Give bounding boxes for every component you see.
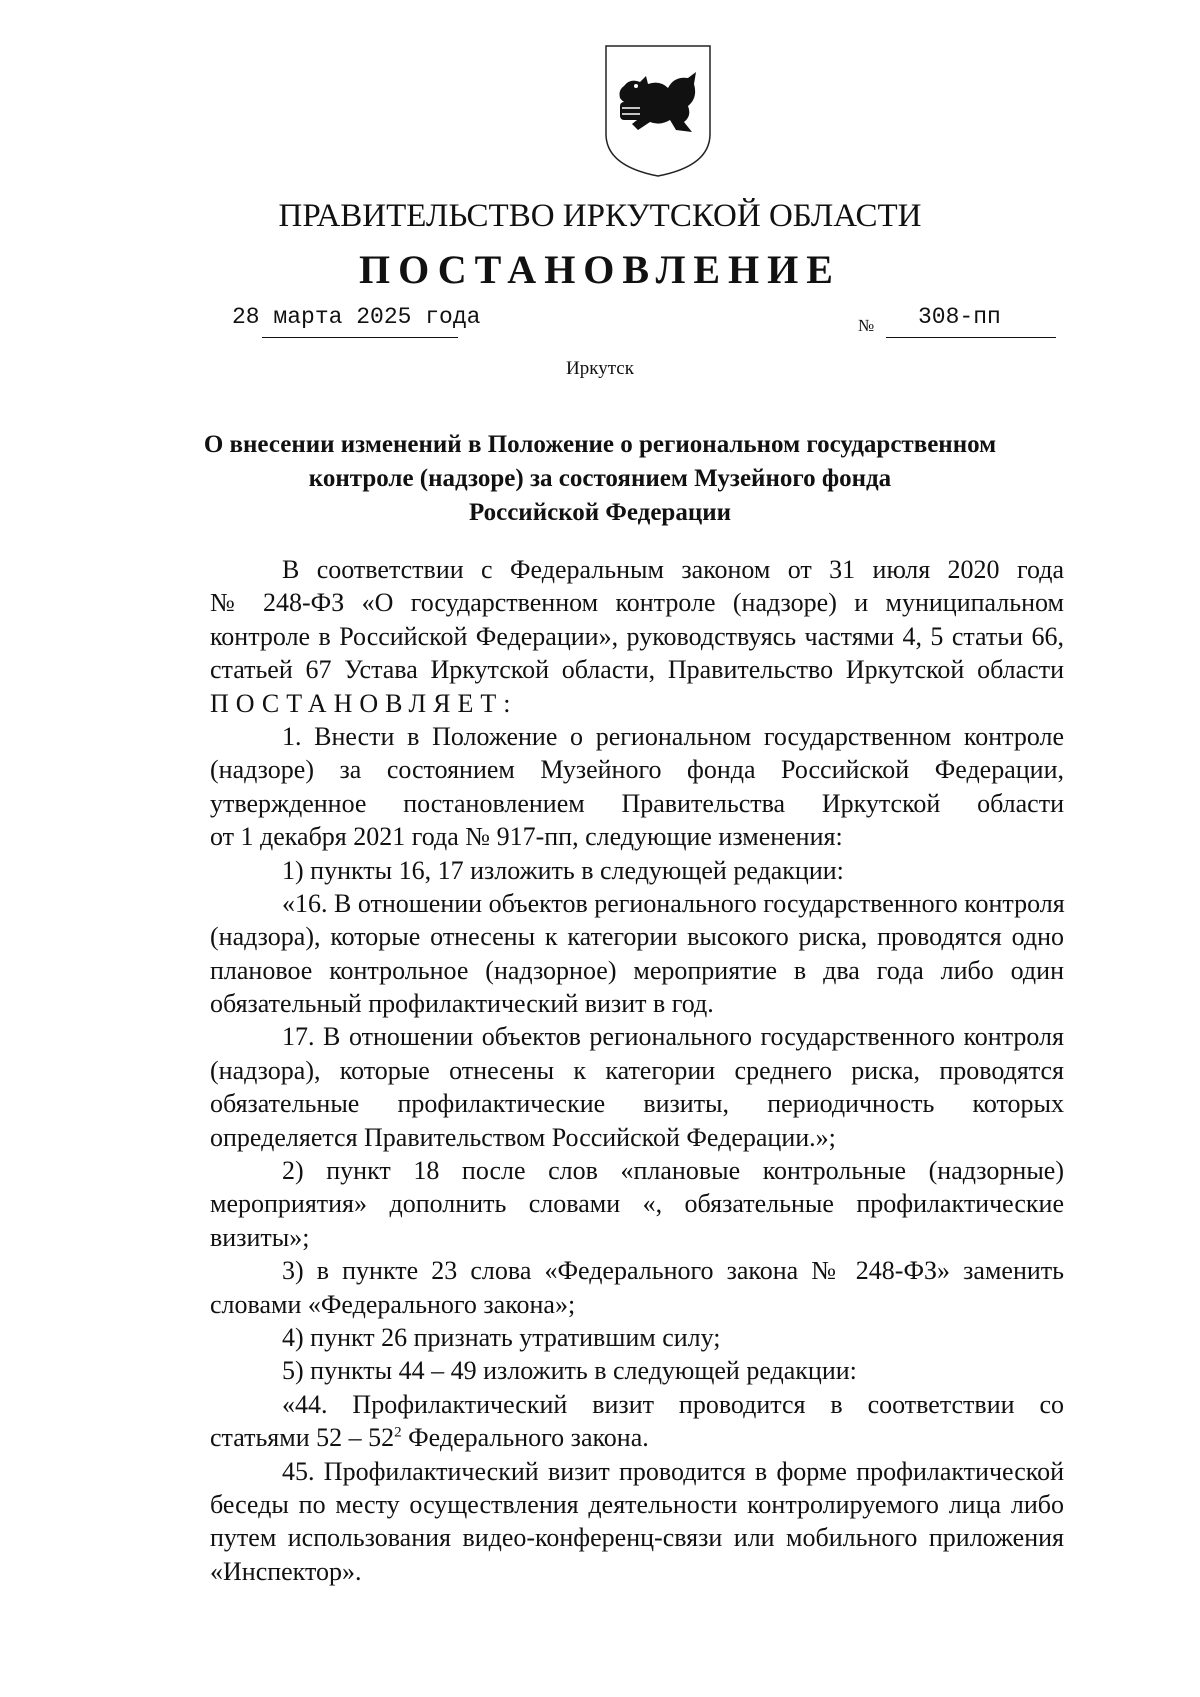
superscript: 2: [394, 1424, 402, 1441]
title-line: Российской Федерации: [468, 499, 732, 526]
text-line: В соответствии с Федеральным законом от 31 июля 2020 года: [282, 555, 1064, 584]
text-line: обязательные профилактические визиты, периодичность которых: [210, 1089, 1064, 1119]
city: Иркутск: [566, 358, 634, 379]
coat-of-arms-icon: [602, 42, 714, 180]
decree-number: 308-пп: [918, 304, 1001, 330]
text-line: определяется Правительством Российской Федерации.»;: [210, 1122, 836, 1152]
decree-date: 28 марта 2025 года: [232, 304, 481, 330]
document-body: [210, 553, 1064, 1588]
text-line: статьей 67 Устава Иркутской области, Правительство Иркутской области: [210, 655, 1064, 685]
title-line: контроле (надзоре) за состоянием Музейного фонда: [308, 465, 892, 492]
text-line: визиты»;: [210, 1222, 310, 1252]
title-line: О внесении изменений в Положение о региональном государственном: [203, 431, 997, 458]
text-line: плановое контрольное (надзорное) мероприятие в два года либо один: [210, 955, 1064, 985]
text-line: мероприятия» дополнить словами «, обязательные профилактические: [210, 1189, 1064, 1219]
text-line: № 248-ФЗ «О государственном контроле (надзоре) и муниципальном: [210, 588, 1064, 618]
text-line: (надзора), которые отнесены к категории высокого риска, проводятся одно: [210, 922, 1064, 952]
text-line: от 1 декабря 2021 года № 917-пп, следующие изменения:: [210, 822, 843, 852]
text-line: контроле в Российской Федерации», руководствуясь частями 4, 5 статьи 66,: [210, 621, 1064, 651]
number-sign: №: [858, 316, 875, 335]
date-underline: [262, 337, 458, 338]
text-line: «Инспектор».: [210, 1556, 362, 1586]
text-line: (надзоре) за состоянием Музейного фонда Российской Федерации,: [210, 755, 1064, 785]
document-type: ПОСТАНОВЛЕНИЕ: [359, 247, 841, 292]
text-line: [210, 1421, 1064, 1454]
text-line: 45. Профилактический визит проводится в форме профилактической: [282, 1456, 1064, 1486]
text-line: 4) пункт 26 признать утратившим силу;: [282, 1322, 721, 1352]
number-underline: [886, 337, 1056, 338]
text-line: «16. В отношении объектов регионального государственного контроля: [282, 888, 1065, 918]
text-fragment: Федерального закона.: [401, 1423, 649, 1453]
text-line: 3) в пункте 23 слова «Федерального закона № 248-ФЗ» заменить: [282, 1256, 1064, 1286]
text-line: утвержденное постановлением Правительства Иркутской области: [210, 788, 1064, 818]
text-line: 5) пункты 44 – 49 изложить в следующей редакции:: [282, 1356, 857, 1386]
text-line: 1. Внести в Положение о региональном государственном контроле: [282, 721, 1064, 751]
decree-word: ПОСТАНОВЛЯЕТ:: [210, 688, 518, 718]
text-line: обязательный профилактический визит в год.: [210, 989, 714, 1019]
text-line: 2) пункт 18 после слов «плановые контрольные (надзорные): [282, 1156, 1064, 1186]
text-fragment: статьями 52 – 52: [210, 1423, 395, 1453]
text-line: 1) пункты 16, 17 изложить в следующей редакции:: [282, 855, 844, 885]
government-name: ПРАВИТЕЛЬСТВО ИРКУТСКОЙ ОБЛАСТИ: [278, 198, 922, 234]
text-line: «44. Профилактический визит проводится в соответствии со: [282, 1389, 1064, 1419]
text-line: беседы по месту осуществления деятельности контролируемого лица либо: [210, 1489, 1064, 1519]
text-line: путем использования видео-конференц-связи или мобильного приложения: [210, 1523, 1064, 1553]
text-line: 17. В отношении объектов регионального государственного контроля: [282, 1022, 1064, 1052]
text-line: (надзора), которые отнесены к категории среднего риска, проводятся: [210, 1055, 1064, 1085]
text-line: словами «Федерального закона»;: [210, 1289, 576, 1319]
document-title: [150, 428, 1050, 530]
